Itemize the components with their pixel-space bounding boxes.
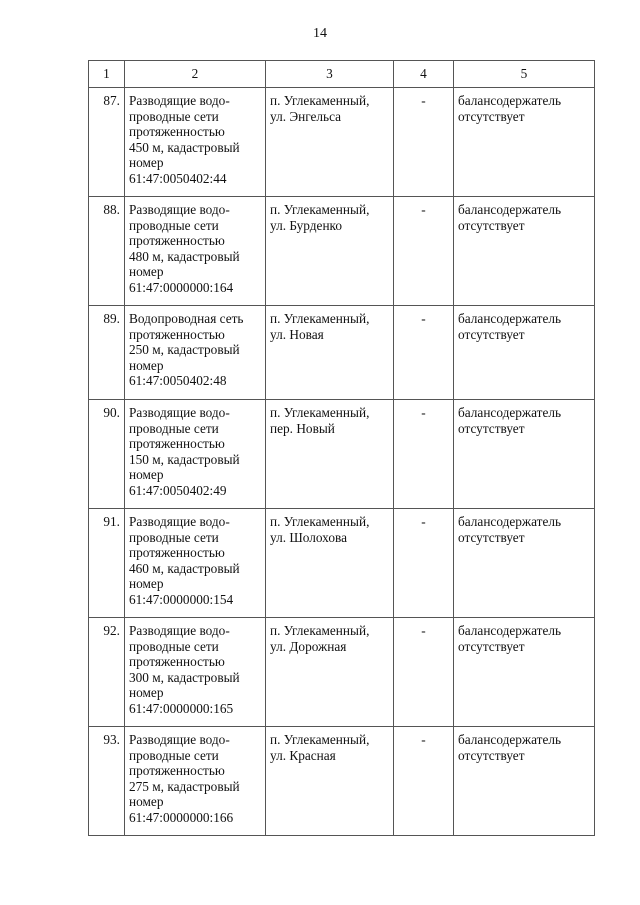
- column-header-2: 2: [125, 61, 266, 88]
- balance-holder-line: балансодержатель: [458, 405, 562, 420]
- table-row: [89, 88, 595, 197]
- balance-holder-line: балансодержатель: [458, 732, 562, 747]
- description-line: проводные сети: [129, 638, 219, 654]
- column-4-value: -: [394, 400, 454, 509]
- description-line: протяженностью: [129, 436, 225, 451]
- address-line: ул. Бурденко: [270, 217, 342, 233]
- description-line: 61:47:0000000:166: [129, 809, 234, 825]
- description-line: 460 м, кадастровый: [129, 560, 240, 576]
- balance-holder: [454, 197, 595, 306]
- address-line: п. Углекаменный,: [270, 311, 370, 326]
- object-address: [266, 618, 394, 727]
- registry-table: [88, 60, 595, 836]
- object-description: [125, 727, 266, 836]
- description-line: 300 м, кадастровый: [129, 669, 240, 685]
- description-line: Разводящие водо-: [129, 514, 230, 529]
- description-line: протяженностью: [129, 763, 225, 778]
- row-number: 92.: [89, 618, 125, 727]
- description-line: Разводящие водо-: [129, 202, 230, 217]
- address-line: п. Углекаменный,: [270, 732, 370, 747]
- balance-holder: [454, 88, 595, 197]
- column-4-value: -: [394, 618, 454, 727]
- description-line: номер: [129, 155, 164, 170]
- object-address: [266, 727, 394, 836]
- balance-holder-line: балансодержатель: [458, 93, 562, 108]
- column-4-value: -: [394, 509, 454, 618]
- object-address: [266, 197, 394, 306]
- address-line: ул. Дорожная: [270, 638, 347, 654]
- description-line: номер: [129, 357, 164, 373]
- description-line: 250 м, кадастровый: [129, 342, 240, 357]
- description-line: Разводящие водо-: [129, 623, 230, 638]
- table-row: [89, 400, 595, 509]
- description-line: протяженностью: [129, 124, 225, 139]
- balance-holder-line: отсутствует: [458, 638, 525, 654]
- object-description: [125, 88, 266, 197]
- balance-holder-line: отсутствует: [458, 747, 525, 763]
- address-line: пер. Новый: [270, 420, 335, 436]
- balance-holder-line: балансодержатель: [458, 514, 562, 529]
- column-header-4: 4: [394, 61, 454, 88]
- description-line: 150 м, кадастровый: [129, 451, 240, 467]
- description-line: 61:47:0000000:164: [129, 279, 234, 295]
- balance-holder-line: отсутствует: [458, 108, 525, 124]
- address-line: п. Углекаменный,: [270, 93, 370, 108]
- description-line: номер: [129, 685, 164, 700]
- description-line: номер: [129, 576, 164, 591]
- description-line: проводные сети: [129, 217, 219, 233]
- address-line: ул. Шолохова: [270, 529, 347, 545]
- description-line: 61:47:0000000:154: [129, 591, 234, 607]
- description-line: номер: [129, 794, 164, 809]
- address-line: ул. Энгельса: [270, 108, 342, 124]
- page-number: 14: [313, 26, 327, 41]
- address-line: ул. Красная: [270, 747, 336, 763]
- object-description: [125, 197, 266, 306]
- balance-holder-line: балансодержатель: [458, 202, 562, 217]
- description-line: 480 м, кадастровый: [129, 248, 240, 264]
- description-line: проводные сети: [129, 420, 219, 436]
- object-address: [266, 306, 394, 400]
- balance-holder-line: отсутствует: [458, 420, 525, 436]
- column-header-3: 3: [266, 61, 394, 88]
- description-line: проводные сети: [129, 529, 219, 545]
- balance-holder-line: балансодержатель: [458, 623, 562, 638]
- object-address: [266, 400, 394, 509]
- balance-holder: [454, 618, 595, 727]
- description-line: Разводящие водо-: [129, 93, 230, 108]
- description-line: 61:47:0050402:44: [129, 170, 227, 186]
- row-number: 89.: [89, 306, 125, 400]
- description-line: протяженностью: [129, 545, 225, 560]
- column-header-5: 5: [454, 61, 595, 88]
- column-header-1: 1: [89, 61, 125, 88]
- row-number: 93.: [89, 727, 125, 836]
- balance-holder-line: отсутствует: [458, 217, 525, 233]
- column-4-value: -: [394, 727, 454, 836]
- row-number: 87.: [89, 88, 125, 197]
- table-row: [89, 618, 595, 727]
- table-row: [89, 727, 595, 836]
- description-line: 275 м, кадастровый: [129, 778, 240, 794]
- balance-holder: [454, 509, 595, 618]
- balance-holder-line: отсутствует: [458, 529, 525, 545]
- description-line: проводные сети: [129, 747, 219, 763]
- table-row: [89, 509, 595, 618]
- table-body: [89, 88, 595, 836]
- table-row: [89, 197, 595, 306]
- description-line: номер: [129, 264, 164, 279]
- column-4-value: -: [394, 306, 454, 400]
- description-line: протяженностью: [129, 233, 225, 248]
- description-line: 450 м, кадастровый: [129, 139, 240, 155]
- column-4-value: -: [394, 88, 454, 197]
- object-address: [266, 509, 394, 618]
- description-line: Разводящие водо-: [129, 405, 230, 420]
- description-line: 61:47:0050402:48: [129, 373, 227, 388]
- address-line: п. Углекаменный,: [270, 514, 370, 529]
- description-line: протяженностью: [129, 326, 225, 342]
- address-line: ул. Новая: [270, 326, 324, 342]
- row-number: 88.: [89, 197, 125, 306]
- description-line: протяженностью: [129, 654, 225, 669]
- row-number: 91.: [89, 509, 125, 618]
- description-line: 61:47:0000000:165: [129, 700, 234, 716]
- address-line: п. Углекаменный,: [270, 202, 370, 217]
- balance-holder: [454, 400, 595, 509]
- balance-holder-line: балансодержатель: [458, 311, 562, 326]
- object-description: [125, 400, 266, 509]
- description-line: проводные сети: [129, 108, 219, 124]
- object-description: [125, 618, 266, 727]
- row-number: 90.: [89, 400, 125, 509]
- address-line: п. Углекаменный,: [270, 405, 370, 420]
- description-line: номер: [129, 467, 164, 482]
- address-line: п. Углекаменный,: [270, 623, 370, 638]
- column-4-value: -: [394, 197, 454, 306]
- balance-holder-line: отсутствует: [458, 326, 525, 342]
- description-line: Разводящие водо-: [129, 732, 230, 747]
- balance-holder: [454, 727, 595, 836]
- balance-holder: [454, 306, 595, 400]
- description-line: 61:47:0050402:49: [129, 482, 227, 498]
- object-description: [125, 306, 266, 400]
- table-header-row: [89, 61, 595, 88]
- object-address: [266, 88, 394, 197]
- object-description: [125, 509, 266, 618]
- table-row: [89, 306, 595, 400]
- description-line: Водопроводная сеть: [129, 311, 244, 326]
